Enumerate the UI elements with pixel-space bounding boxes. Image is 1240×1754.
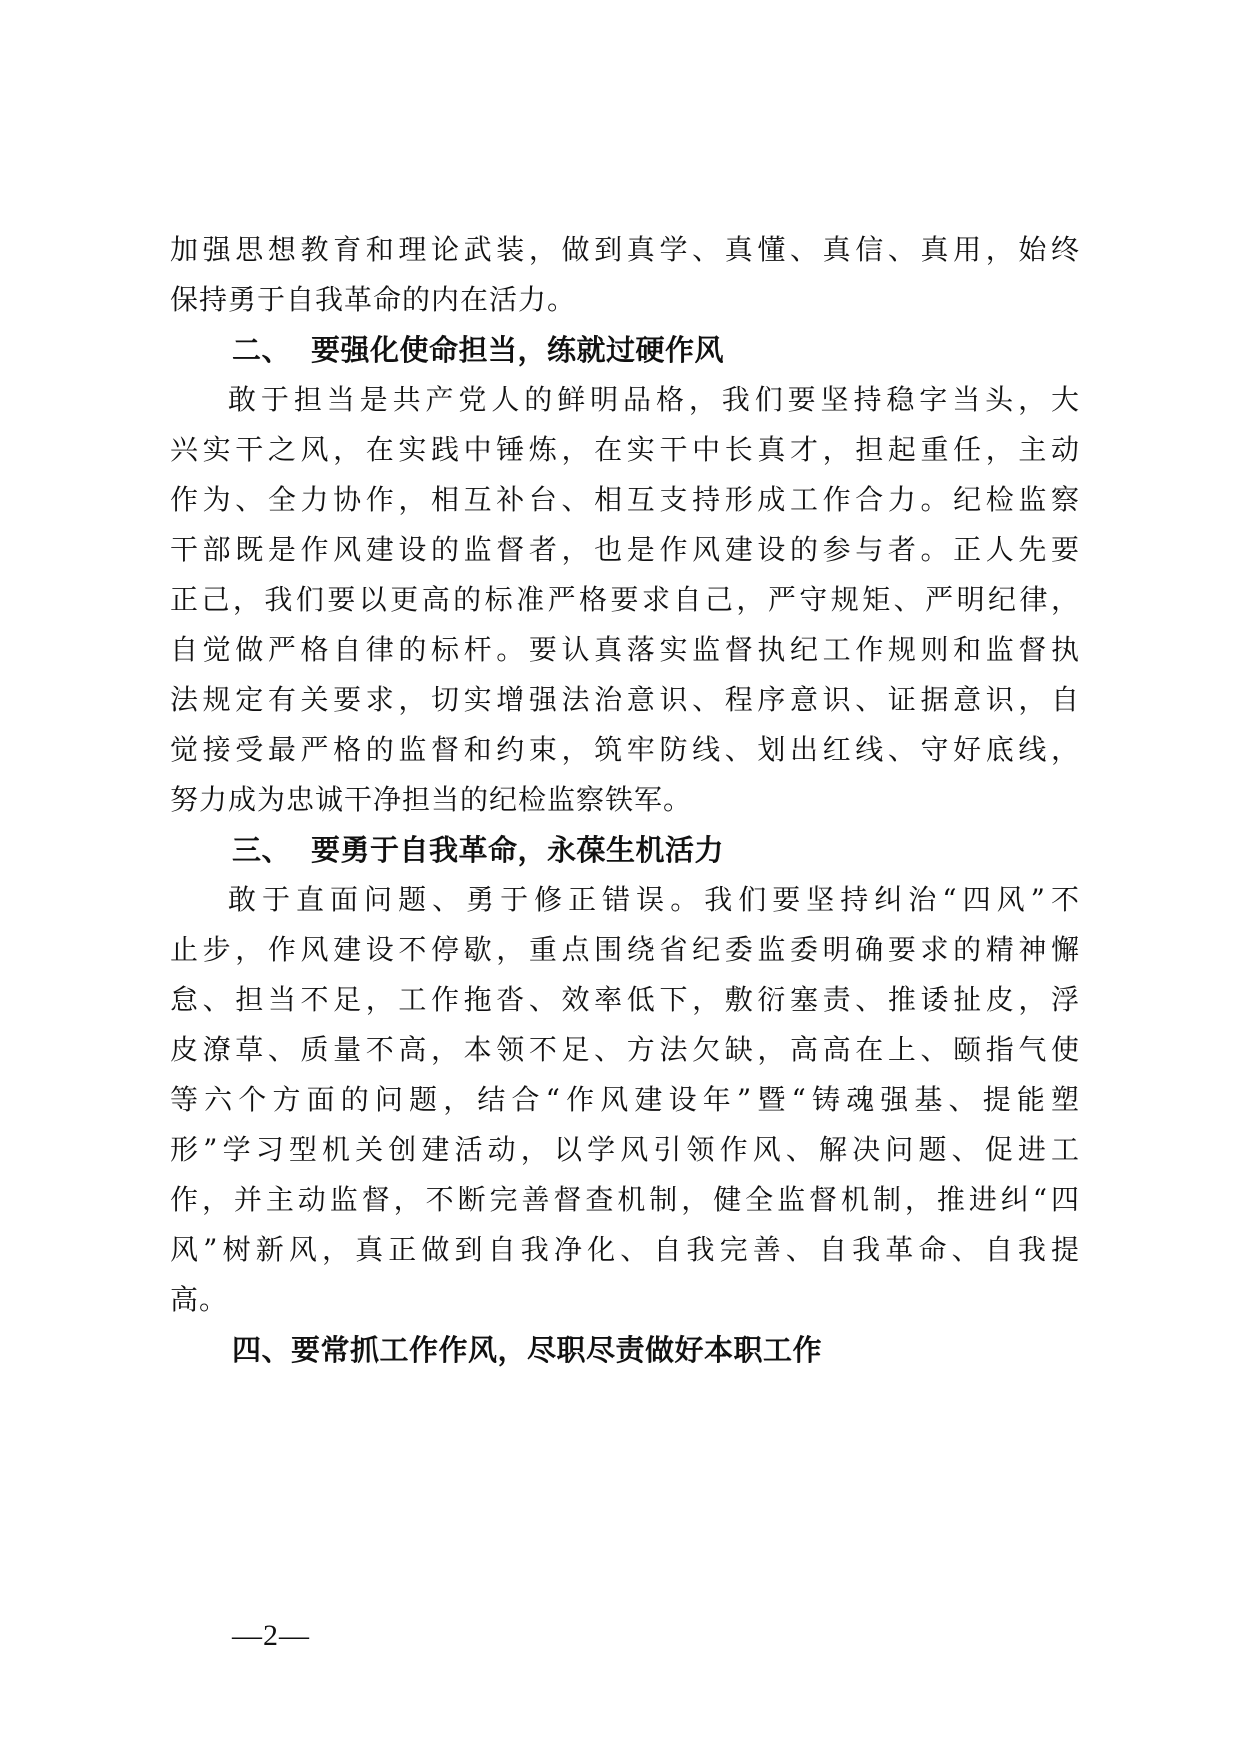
paragraph [170,375,1080,825]
paragraph-line: 敢于直面问题、勇于修正错误。我们要坚持纠治“四风”不 [228,883,1080,916]
paragraph-line: 形”学习型机关创建活动，以学风引领作风、解决问题、促进工 [170,1133,1080,1166]
paragraph-line: 自觉做严格自律的标杆。要认真落实监督执纪工作规则和监督执 [170,633,1080,666]
section-number: 四、 [232,1333,292,1367]
paragraph-line: 敢于担当是共产党人的鲜明品格，我们要坚持稳字当头，大 [228,383,1080,416]
paragraph-line: 干部既是作风建设的监督者，也是作风建设的参与者。正人先要 [170,533,1080,566]
section-number: 二、 [232,333,292,367]
paragraph-line: 加强思想教育和理论武装，做到真学、真懂、真信、真用，始终 [170,233,1080,266]
section-heading [170,1325,1080,1375]
section-number: 三、 [232,833,292,867]
paragraph-line: 努力成为忠诚干净担当的纪检监察铁军。 [170,783,693,816]
paragraph [170,875,1080,1325]
paragraph-line: 怠、担当不足，工作拖沓、效率低下，敷衍塞责、推诿扯皮，浮 [170,983,1080,1016]
paragraph-line: 等六个方面的问题，结合“作风建设年”暨“铸魂强基、提能塑 [170,1083,1080,1116]
paragraph-line: 觉接受最严格的监督和约束，筑牢防线、划出红线、守好底线， [170,733,1080,766]
paragraph-line: 兴实干之风，在实践中锤炼，在实干中长真才，担起重任，主动 [170,433,1080,466]
page-number: —2— [232,1619,310,1652]
section-title: 要强化使命担当，练就过硬作风 [311,333,725,367]
paragraph-line: 皮潦草、质量不高，本领不足、方法欠缺，高高在上、颐指气使 [170,1033,1080,1066]
paragraph-line: 止步，作风建设不停歇，重点围绕省纪委监委明确要求的精神懈 [170,933,1080,966]
paragraph-line: 法规定有关要求，切实增强法治意识、程序意识、证据意识，自 [170,683,1080,716]
paragraph-line: 作，并主动监督，不断完善督查机制，健全监督机制，推进纠“四 [170,1183,1080,1216]
paragraph-line: 保持勇于自我革命的内在活力。 [170,283,577,316]
section-heading [170,825,1080,875]
paragraph-line: 高。 [170,1283,229,1316]
paragraph-line: 作为、全力协作，相互补台、相互支持形成工作合力。纪检监察 [170,483,1080,516]
paragraph-line: 风”树新风，真正做到自我净化、自我完善、自我革命、自我提 [170,1233,1080,1266]
document-body [170,225,1080,1375]
paragraph-line: 正己，我们要以更高的标准严格要求自己，严守规矩、严明纪律， [170,583,1080,616]
section-title: 要勇于自我革命，永葆生机活力 [311,833,725,867]
section-title: 要常抓工作作风，尽职尽责做好本职工作 [291,1333,823,1367]
section-heading [170,325,1080,375]
